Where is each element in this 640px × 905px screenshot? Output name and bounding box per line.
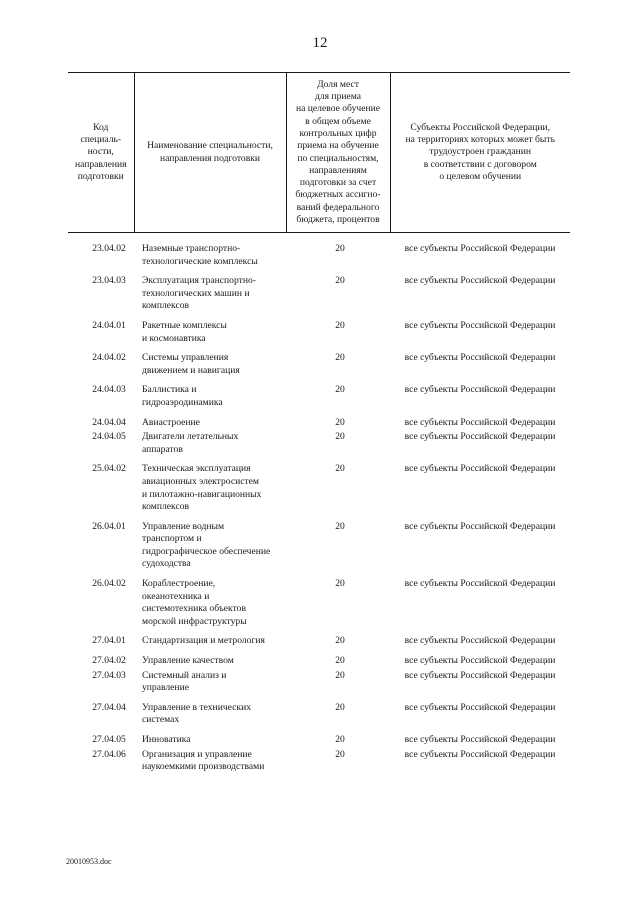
specialty-code: 26.04.02 bbox=[92, 578, 126, 590]
specialty-name-line: технологических машин и bbox=[142, 287, 250, 299]
specialty-code: 27.04.02 bbox=[92, 655, 126, 667]
specialty-name-line: комплексов bbox=[142, 501, 190, 513]
table-row bbox=[68, 655, 570, 670]
federation-subjects: все субъекты Российской Федерации bbox=[404, 416, 556, 428]
header-line: трудоустроен гражданин bbox=[429, 146, 531, 158]
table-row bbox=[68, 463, 570, 520]
header-line: на целевое обучение bbox=[296, 103, 380, 115]
specialty-code: 27.04.04 bbox=[92, 701, 126, 713]
table-row bbox=[68, 702, 570, 734]
target-share-percent: 20 bbox=[335, 275, 345, 287]
specialty-code: 26.04.01 bbox=[92, 520, 126, 532]
target-share-percent: 20 bbox=[335, 243, 345, 254]
specialty-name-line: Управление в технических bbox=[142, 701, 252, 713]
target-share-percent: 20 bbox=[335, 734, 345, 745]
specialty-name bbox=[134, 233, 286, 276]
table-row bbox=[68, 384, 570, 416]
header-line: Код bbox=[93, 121, 109, 133]
header-line: специаль- bbox=[80, 134, 122, 146]
header-line: в соответствии с договором bbox=[423, 158, 537, 170]
table-row bbox=[68, 734, 570, 749]
specialty-name-line: и пилотажно-навигационных bbox=[142, 488, 262, 500]
specialty-name-line: гидрографическое обеспечение bbox=[142, 545, 271, 557]
specialty-name bbox=[134, 431, 286, 463]
specialty-name-line: аппаратов bbox=[142, 443, 183, 455]
header-line: Доля мест bbox=[317, 78, 359, 90]
specialty-code: 23.04.02 bbox=[92, 243, 126, 254]
federation-subjects: все субъекты Российской Федерации bbox=[404, 319, 556, 331]
specialty-name-line: управление bbox=[142, 682, 189, 694]
specialties-table bbox=[68, 72, 570, 781]
table-row bbox=[68, 578, 570, 635]
federation-subjects: все субъекты Российской Федерации bbox=[404, 655, 556, 667]
specialty-code: 24.04.02 bbox=[92, 352, 126, 364]
table-row bbox=[68, 417, 570, 432]
header-line: бюджета, процентов bbox=[296, 213, 380, 225]
target-share-percent: 20 bbox=[335, 416, 345, 428]
table-row bbox=[68, 233, 570, 276]
table-row bbox=[68, 635, 570, 655]
specialty-name bbox=[134, 417, 286, 432]
header-line: приема на обучение bbox=[297, 140, 379, 152]
specialty-name bbox=[134, 352, 286, 384]
specialty-name-line: судоходства bbox=[142, 558, 191, 570]
federation-subjects: все субъекты Российской Федерации bbox=[404, 352, 556, 364]
header-name bbox=[134, 73, 286, 233]
specialty-name bbox=[134, 635, 286, 655]
header-subjects bbox=[390, 73, 570, 233]
header-line: на территориях которых может быть bbox=[405, 134, 555, 146]
specialty-name-line: Управление качеством bbox=[142, 655, 234, 667]
federation-subjects: все субъекты Российской Федерации bbox=[404, 275, 556, 287]
federation-subjects: все субъекты Российской Федерации bbox=[404, 578, 556, 590]
specialty-code: 27.04.06 bbox=[92, 748, 126, 760]
specialty-name bbox=[134, 578, 286, 635]
specialty-name-line: авиационных электросистем bbox=[142, 475, 259, 487]
header-line: Наименование специальности, bbox=[147, 140, 273, 152]
federation-subjects: все субъекты Российской Федерации bbox=[404, 701, 556, 713]
specialty-code: 24.04.01 bbox=[92, 319, 126, 331]
specialty-name bbox=[134, 463, 286, 520]
specialty-code: 24.04.04 bbox=[92, 416, 126, 428]
header-line: бюджетных ассигно- bbox=[295, 189, 381, 201]
specialty-code: 24.04.03 bbox=[92, 384, 126, 396]
specialty-code: 27.04.03 bbox=[92, 669, 126, 681]
target-share-percent: 20 bbox=[335, 431, 345, 443]
table-row bbox=[68, 670, 570, 702]
federation-subjects: все субъекты Российской Федерации bbox=[404, 748, 556, 760]
specialty-name-line: океанотехника и bbox=[142, 590, 210, 602]
target-share-percent: 20 bbox=[335, 635, 345, 647]
header-share bbox=[286, 73, 390, 233]
header-line: направления подготовки bbox=[159, 152, 261, 164]
specialty-name-line: Системный анализ и bbox=[142, 669, 227, 681]
federation-subjects: все субъекты Российской Федерации bbox=[404, 431, 556, 443]
table-row bbox=[68, 431, 570, 463]
federation-subjects: все субъекты Российской Федерации bbox=[404, 243, 556, 254]
target-share-percent: 20 bbox=[335, 669, 345, 681]
specialty-name-line: Ракетные комплексы bbox=[142, 319, 227, 331]
header-line: направления bbox=[74, 158, 127, 170]
specialty-code: 23.04.03 bbox=[92, 275, 126, 287]
target-share-percent: 20 bbox=[335, 701, 345, 713]
specialty-code: 25.04.02 bbox=[92, 463, 126, 475]
table-row bbox=[68, 320, 570, 352]
specialty-name-line: морской инфраструктуры bbox=[142, 615, 247, 627]
document-filename: 20010953.doc bbox=[66, 857, 112, 866]
header-line: направлениям bbox=[309, 164, 367, 176]
specialty-name-line: Авиастроение bbox=[142, 416, 200, 428]
page-number: 12 bbox=[312, 35, 328, 51]
federation-subjects: все субъекты Российской Федерации bbox=[404, 635, 556, 647]
specialty-name bbox=[134, 384, 286, 416]
header-line: по специальностям, bbox=[297, 152, 379, 164]
federation-subjects: все субъекты Российской Федерации bbox=[404, 734, 556, 745]
table-body bbox=[68, 233, 570, 781]
header-line: подготовки bbox=[77, 170, 124, 182]
specialty-name-line: Баллистика и bbox=[142, 384, 197, 396]
specialty-name-line: Двигатели летательных bbox=[142, 431, 239, 443]
specialty-name-line: Стандартизация и метрология bbox=[142, 635, 265, 647]
specialty-code: 24.04.05 bbox=[92, 431, 126, 443]
specialty-name-line: системах bbox=[142, 714, 180, 726]
federation-subjects: все субъекты Российской Федерации bbox=[404, 520, 556, 532]
specialty-name bbox=[134, 521, 286, 578]
table-header-row bbox=[68, 73, 570, 233]
specialty-name-line: и космонавтика bbox=[142, 332, 206, 344]
table-row bbox=[68, 275, 570, 320]
federation-subjects: все субъекты Российской Федерации bbox=[404, 669, 556, 681]
table-row bbox=[68, 352, 570, 384]
federation-subjects: все субъекты Российской Федерации bbox=[404, 463, 556, 475]
specialty-name bbox=[134, 670, 286, 702]
header-line: ваний федерального bbox=[296, 201, 380, 213]
specialty-name-line: комплексов bbox=[142, 300, 190, 312]
target-share-percent: 20 bbox=[335, 578, 345, 590]
table-row bbox=[68, 521, 570, 578]
specialty-name-line: Наземные транспортно- bbox=[142, 243, 241, 254]
specialty-name-line: Эксплуатация транспортно- bbox=[142, 275, 256, 287]
specialty-name bbox=[134, 320, 286, 352]
specialty-code: 27.04.01 bbox=[92, 635, 126, 647]
target-share-percent: 20 bbox=[335, 352, 345, 364]
target-share-percent: 20 bbox=[335, 520, 345, 532]
specialty-name-line: Организация и управление bbox=[142, 748, 252, 760]
header-line: для приема bbox=[314, 91, 362, 103]
specialty-name-line: транспортом и bbox=[142, 533, 202, 545]
specialty-name-line: гидроаэродинамика bbox=[142, 396, 223, 408]
specialty-name-line: технологические комплексы bbox=[142, 255, 258, 267]
specialty-name-line: Управление водным bbox=[142, 520, 225, 532]
target-share-percent: 20 bbox=[335, 655, 345, 667]
header-line: подготовки за счет bbox=[299, 177, 377, 189]
specialty-name-line: Инноватика bbox=[142, 734, 191, 745]
header-line: Субъекты Российской Федерации, bbox=[410, 121, 551, 133]
specialty-name bbox=[134, 702, 286, 734]
table-row bbox=[68, 749, 570, 781]
specialty-name-line: Кораблестроение, bbox=[142, 578, 216, 590]
header-line: в общем объеме bbox=[305, 115, 371, 127]
specialty-name bbox=[134, 275, 286, 320]
specialty-name bbox=[134, 734, 286, 749]
specialty-name-line: Техническая эксплуатация bbox=[142, 463, 251, 475]
specialty-name-line: Системы управления bbox=[142, 352, 229, 364]
specialty-name bbox=[134, 749, 286, 781]
target-share-percent: 20 bbox=[335, 319, 345, 331]
federation-subjects: все субъекты Российской Федерации bbox=[404, 384, 556, 396]
header-line: ности, bbox=[87, 146, 114, 158]
target-share-percent: 20 bbox=[335, 463, 345, 475]
header-line: о целевом обучении bbox=[439, 170, 522, 182]
specialty-name-line: наукоемкими производствами bbox=[142, 761, 265, 773]
specialty-code: 27.04.05 bbox=[92, 734, 126, 745]
specialty-name bbox=[134, 655, 286, 670]
target-share-percent: 20 bbox=[335, 748, 345, 760]
header-code bbox=[68, 73, 134, 233]
target-share-percent: 20 bbox=[335, 384, 345, 396]
header-line: контрольных цифр bbox=[299, 127, 377, 139]
specialty-name-line: движением и навигация bbox=[142, 364, 240, 376]
specialty-name-line: системотехника объектов bbox=[142, 603, 246, 615]
